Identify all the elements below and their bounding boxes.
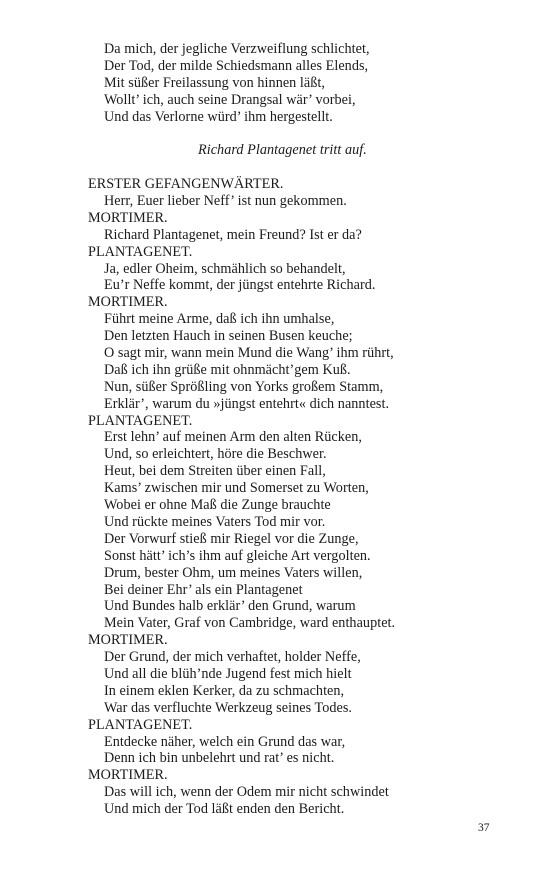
verse-line: Der Tod, der milde Schiedsmann alles Elends, xyxy=(104,57,369,74)
verse-line: O sagt mir, wann mein Mund die Wang’ ihm rührt, xyxy=(104,345,394,362)
verse-line: Nun, süßer Sprößling von Yorks großem Stamm, xyxy=(104,378,384,395)
speaker-name: MORTIMER. xyxy=(88,209,168,226)
speaker-name: MORTIMER. xyxy=(88,632,168,649)
verse-line: Und, so erleichtert, höre die Beschwer. xyxy=(104,446,327,463)
verse-line: Und mich der Tod läßt enden den Bericht. xyxy=(104,801,345,818)
verse-line: Entdecke näher, welch ein Grund das war, xyxy=(104,733,346,750)
speaker-name: PLANTAGENET. xyxy=(88,716,193,733)
verse-line: Der Vorwurf stieß mir Riegel vor die Zunge, xyxy=(104,530,359,547)
verse-line: Und das Verlorne würd’ ihm hergestellt. xyxy=(104,108,333,125)
speaker-name: PLANTAGENET. xyxy=(88,243,193,260)
verse-line: Wobei er ohne Maß die Zunge brauchte xyxy=(104,497,331,514)
blank-line xyxy=(0,125,550,142)
speaker-name: MORTIMER. xyxy=(88,767,168,784)
verse-line: Drum, bester Ohm, um meines Vaters willen, xyxy=(104,564,363,581)
blank-line xyxy=(0,159,550,176)
speaker-name: PLANTAGENET. xyxy=(88,412,193,429)
verse-line: Daß ich ihn grüße mit ohnmächt’gem Kuß. xyxy=(104,361,351,378)
verse-line: Heut, bei dem Streiten über einen Fall, xyxy=(104,463,326,480)
stage-direction: Richard Plantagenet tritt auf. xyxy=(198,142,367,159)
verse-line: Kams’ zwischen mir und Somerset zu Worten, xyxy=(104,480,369,497)
verse-line: Wollt’ ich, auch seine Drangsal wär’ vorbei, xyxy=(104,91,356,108)
verse-line: Bei deiner Ehr’ als ein Plantagenet xyxy=(104,581,303,598)
verse-line: Richard Plantagenet, mein Freund? Ist er da? xyxy=(104,226,362,243)
play-text xyxy=(0,41,550,818)
verse-line: Das will ich, wenn der Odem mir nicht schwindet xyxy=(104,784,389,801)
verse-line: Erklär’, warum du »jüngst entehrt« dich nanntest. xyxy=(104,395,390,412)
verse-line: Mit süßer Freilassung von hinnen läßt, xyxy=(104,74,325,91)
verse-line: Mein Vater, Graf von Cambridge, ward enthauptet. xyxy=(104,615,396,632)
verse-line: Führt meine Arme, daß ich ihn umhalse, xyxy=(104,311,335,328)
verse-line: Den letzten Hauch in seinen Busen keuche; xyxy=(104,328,353,345)
verse-line: Der Grund, der mich verhaftet, holder Neffe, xyxy=(104,649,361,666)
verse-line: Sonst hätt’ ich’s ihm auf gleiche Art vergolten. xyxy=(104,547,371,564)
speaker-name: MORTIMER. xyxy=(88,294,168,311)
verse-line: Herr, Euer lieber Neff’ ist nun gekommen. xyxy=(104,193,347,210)
verse-line: Und Bundes halb erklär’ den Grund, warum xyxy=(104,598,356,615)
verse-line: Da mich, der jegliche Verzweiflung schlichtet, xyxy=(104,41,370,57)
speaker-name: ERSTER GEFANGENWÄRTER. xyxy=(88,176,284,193)
verse-line: Erst lehn’ auf meinen Arm den alten Rücken, xyxy=(104,429,362,446)
verse-line: Und all die blüh’nde Jugend fest mich hielt xyxy=(104,665,352,682)
verse-line: War das verfluchte Werkzeug seines Todes. xyxy=(104,699,353,716)
verse-line: Und rückte meines Vaters Tod mir vor. xyxy=(104,513,326,530)
verse-line: In einem eklen Kerker, da zu schmachten, xyxy=(104,682,345,699)
page-number: 37 xyxy=(478,822,490,834)
verse-line: Denn ich bin unbelehrt und rat’ es nicht. xyxy=(104,750,335,767)
verse-line: Eu’r Neffe kommt, der jüngst entehrte Richard. xyxy=(104,277,376,294)
verse-line: Ja, edler Oheim, schmählich so behandelt, xyxy=(104,260,346,277)
